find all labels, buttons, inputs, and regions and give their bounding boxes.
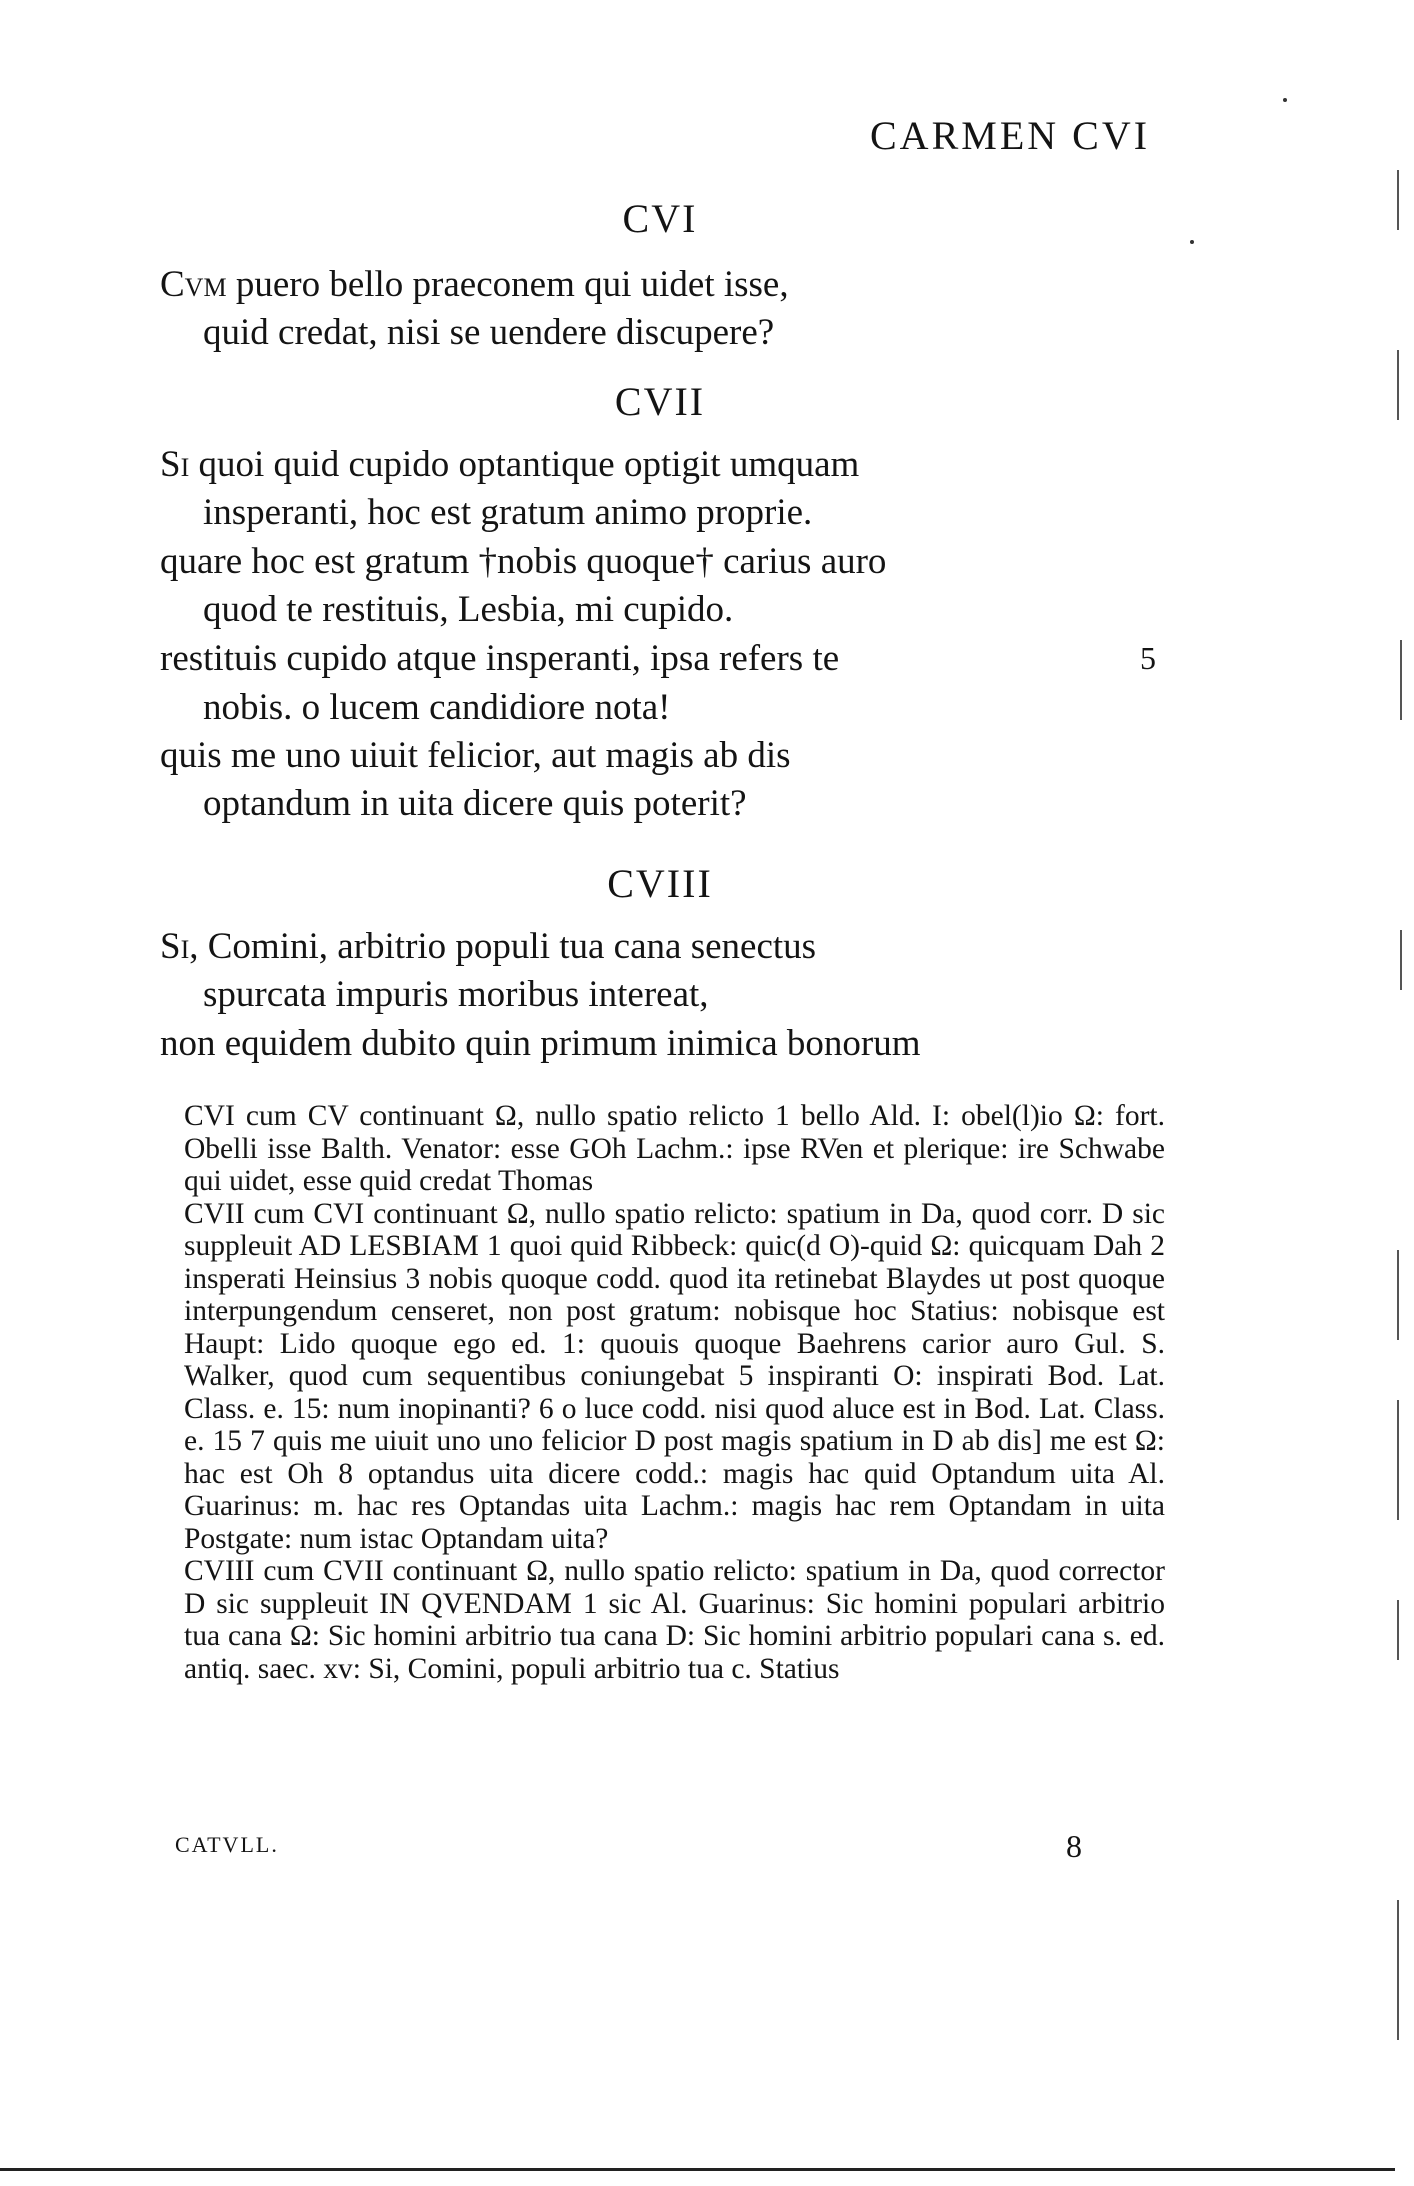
verse-text: quoi quid cupido optantique optigit umquam <box>189 444 860 485</box>
verse-initial: Cvm <box>160 264 227 305</box>
scan-edge-mark <box>1397 1400 1399 1520</box>
verse-line <box>160 266 789 303</box>
verse-line: insperanti, hoc est gratum animo proprie. <box>203 492 813 533</box>
scan-edge-mark <box>1397 1900 1399 2040</box>
apparatus-note-cviii: CVIII cum CVII continuant Ω, nullo spatio relicto: spatium in Da, quod corrector D sic suppleuit IN QVENDAM 1 sic Al. Guarinus: Sic homini populari arbitrio tua cana Ω: Sic homini arbitrio tua cana D: Sic homini arbitrio populari cana s. ed. antiq. saec. xv: Si, Comini, populi arbitrio tua c. Statius <box>184 1555 1165 1685</box>
apparatus-note-cvii: CVII cum CVI continuant Ω, nullo spatio relicto: spatium in Da, quod corr. D sic suppleuit AD LESBIAM 1 quoi quid Ribbeck: quic(d O)-quid Ω: quicquam Dah 2 insperati Heinsius 3 nobis quoque codd. quod ita retinebat Blaydes ut post quoque interpungendum censeret, non post gratum: nobisque hoc Statius: nobisque est Haupt: Lido quoque ego ed. 1: quouis quoque Baehrens carior auro Gul. S. Walker, quod cum sequentibus coniungebat 5 inspiranti O: inspirati Bod. Lat. Class. e. 15: num inopinanti? 6 o luce codd. nisi quod aluce est in Bod. Lat. Class. e. 15 7 quis me uiuit uno uno felicior D post magis spatium in D ab dis] me est Ω: hac est Oh 8 optandus uita dicere codd.: magis hac quid Optandum uita Al. Guarinus: m. hac res Optandas uita Lachm.: magis hac rem Optandam in uita Postgate: num istac Optandam uita? <box>184 1197 1165 1555</box>
scan-edge-mark <box>1397 1600 1399 1660</box>
scan-dot <box>1283 98 1287 102</box>
scan-edge-mark <box>1397 1250 1399 1340</box>
verse-line <box>160 446 859 483</box>
poem-title-cvi: CVI <box>622 196 698 241</box>
poem-title-cvii: CVII <box>614 379 706 424</box>
verse-line: non equidem dubito quin primum inimica bonorum <box>160 1023 921 1064</box>
verse-line: quare hoc est gratum †nobis quoque† carius auro <box>160 541 887 582</box>
verse-line <box>160 928 816 965</box>
verse-text: , Comini, arbitrio populi tua cana senectus <box>189 926 817 967</box>
verse-initial: Si <box>160 444 190 485</box>
poem-title-cviii: CVIII <box>607 861 713 906</box>
signature-number: 8 <box>1066 1828 1082 1864</box>
scan-edge-mark <box>1400 930 1402 990</box>
critical-apparatus <box>160 1100 1165 1685</box>
verse-line: spurcata impuris moribus intereat, <box>203 974 709 1015</box>
line-number: 5 <box>1140 640 1156 676</box>
verse-line: quid credat, nisi se uendere discupere? <box>203 312 775 353</box>
verse-line: optandum in uita dicere quis poterit? <box>203 783 747 824</box>
scan-edge-mark <box>1397 170 1399 230</box>
scan-edge-mark <box>1397 350 1399 420</box>
verse-line: quis me uno uiuit felicior, aut magis ab dis <box>160 735 791 776</box>
verse-line: quod te restituis, Lesbia, mi cupido. <box>203 589 734 630</box>
scan-edge-mark <box>1400 640 1402 720</box>
apparatus-note-cvi: CVI cum CV continuant Ω, nullo spatio relicto 1 bello Ald. I: obel(l)io Ω: fort. Obelli isse Balth. Venator: esse GOh Lachm.: ipse RVen et plerique: ire Schwabe qui uidet, esse quid credat Thomas <box>184 1100 1165 1197</box>
page-bottom-rule <box>0 2168 1395 2171</box>
verse-line: nobis. o lucem candidiore nota! <box>203 687 671 728</box>
verse-initial: Si <box>160 926 190 967</box>
verse-text: puero bello praeconem qui uidet isse, <box>226 264 789 305</box>
running-head: CARMEN CVI <box>870 113 1151 158</box>
scan-dot <box>1190 240 1194 244</box>
signature-label: CATVLL. <box>175 1832 279 1857</box>
verse-line: restituis cupido atque insperanti, ipsa refers te <box>160 638 840 679</box>
